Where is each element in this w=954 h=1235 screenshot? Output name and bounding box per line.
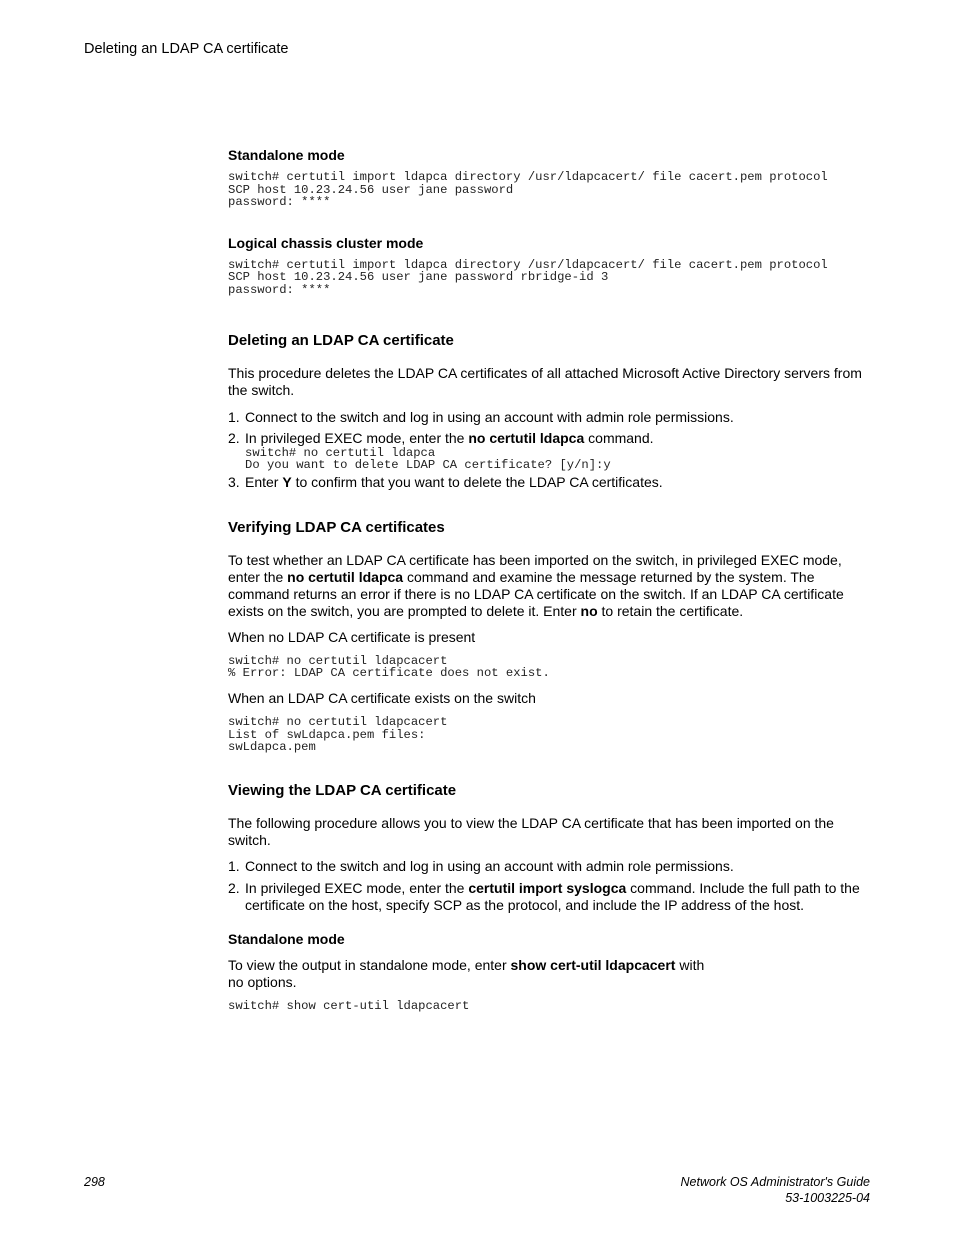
step-number: 1. xyxy=(228,408,240,425)
command-name: no certutil ldapca xyxy=(287,568,404,585)
deleting-step-2 xyxy=(228,430,868,472)
deleting-heading: Deleting an LDAP CA certificate xyxy=(228,331,454,349)
case-no-cert: When no LDAP CA certificate is present xyxy=(228,628,476,645)
step-text-pre: In privileged EXEC mode, enter the xyxy=(245,429,469,446)
guide-title: Network OS Administrator's Guide xyxy=(680,1175,870,1189)
deleting-step-1 xyxy=(228,409,868,426)
case-cert-exists-code: switch# no certutil ldapcacert List of swLdapca.pem files: swLdapca.pem xyxy=(228,714,448,755)
page-content xyxy=(228,147,868,1012)
standalone-mode-label: Standalone mode xyxy=(228,147,345,163)
viewing-standalone-text xyxy=(228,957,868,991)
viewing-heading: Viewing the LDAP CA certificate xyxy=(228,781,457,799)
case-no-cert-code: switch# no certutil ldapcacert % Error: LDAP CA certificate does not exist. xyxy=(228,653,550,681)
viewing-steps xyxy=(228,858,868,914)
deleting-step-3 xyxy=(228,474,868,491)
viewing-intro: The following procedure allows you to view the LDAP CA certificate that has been imported on the switch. xyxy=(228,814,834,848)
viewing-standalone-label: Standalone mode xyxy=(228,930,345,947)
step-text: Connect to the switch and log in using an account with admin role permissions. xyxy=(245,857,734,874)
command-name: show cert-util ldapcacert xyxy=(510,956,676,973)
step-text-post: to confirm that you want to delete the LDAP CA certificates. xyxy=(291,473,663,490)
delete-command-code: switch# no certutil ldapca Do you want to delete LDAP CA certificate? [y/n]:y xyxy=(245,445,611,473)
step-number: 2. xyxy=(228,429,240,446)
text-run: To test whether an LDAP CA certificate has been imported on the switch, in privileged EXEC mode, enter the xyxy=(228,551,842,585)
step-text-pre: Enter xyxy=(245,473,283,490)
step-number: 1. xyxy=(228,857,240,874)
standalone-import-code: switch# certutil import ldapca directory /usr/ldapcacert/ file cacert.pem protocol SCP host 10.23.24.56 user jane password password: **** xyxy=(228,170,828,210)
command-name: no certutil ldapca xyxy=(468,429,585,446)
cluster-mode-label: Logical chassis cluster mode xyxy=(228,234,424,251)
text-run: no options. xyxy=(228,973,297,990)
step-number: 3. xyxy=(228,473,240,490)
running-head: Deleting an LDAP CA certificate xyxy=(84,41,289,57)
step-text: Connect to the switch and log in using an account with admin role permissions. xyxy=(245,408,734,425)
verifying-heading: Verifying LDAP CA certificates xyxy=(228,518,445,536)
confirm-key: Y xyxy=(282,473,292,490)
deleting-intro: This procedure deletes the LDAP CA certificates of all attached Microsoft Active Directory servers from the switch. xyxy=(228,364,862,398)
doc-number: 53-1003225-04 xyxy=(785,1190,870,1205)
text-run: command and examine the message returned by the system. The command returns an error if there is no LDAP CA certificate on the switch. If an LDAP CA certificate exists on the switch, you are prompted to delete it. Enter xyxy=(228,568,844,619)
step-text-pre: In privileged EXEC mode, enter the xyxy=(245,879,469,896)
case-cert-exists: When an LDAP CA certificate exists on the switch xyxy=(228,689,536,706)
footer-doc-info xyxy=(681,1175,870,1206)
step-number: 2. xyxy=(228,879,240,896)
viewing-step-1 xyxy=(228,858,868,875)
text-run: To view the output in standalone mode, enter xyxy=(228,956,511,973)
deleting-steps xyxy=(228,409,868,491)
command-name: certutil import syslogca xyxy=(468,879,627,896)
show-cert-code: switch# show cert-util ldapcacert xyxy=(228,998,470,1013)
page-number: 298 xyxy=(84,1175,105,1189)
text-run: to retain the certificate. xyxy=(597,602,744,619)
text-run: with xyxy=(675,956,705,973)
viewing-step-2 xyxy=(228,880,868,914)
step-text-post: command. Include the full path to the certificate on the host, specify SCP as the protocol, and include the IP address of the host. xyxy=(245,879,860,913)
keyword-no: no xyxy=(580,602,598,619)
step-text-post: command. xyxy=(584,429,654,446)
verifying-intro xyxy=(228,552,868,620)
cluster-import-code: switch# certutil import ldapca directory /usr/ldapcacert/ file cacert.pem protocol SCP host 10.23.24.56 user jane password rbridge-id 3 password: **** xyxy=(228,257,828,297)
